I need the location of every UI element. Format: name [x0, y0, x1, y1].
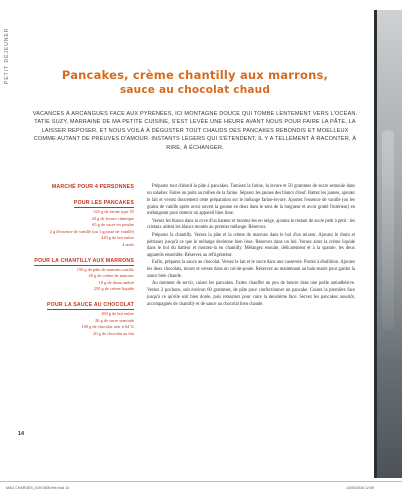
instruction-paragraph: Au moment de servir, cuisez les pancakes. Faites chauffer un peu de beurre dans une poêle antiadhésive. Versez 2 pochons, soit environ 60 grammes, de pâte pour confectionner un pancake. Cuisez la première face jusqu'à ce qu'elle soit bien dorée, puis retournez pour cuire la deuxième face. Servez les pancakes aussitôt, accompagnés de chantilly et de sauce au chocolat bien chaude.: [147, 281, 355, 307]
ingredients-section-title: POUR LES PANCAKES: [73, 200, 134, 206]
recipe-intro: VACANCES À ARCANGUES FACE AUX PYRÉNÉES, ICI MONTAGNE DOUCE QUI TOMBE LENTEMENT VERS L'OCÉAN. TATIE SUZY, MARRAINE DE MA PETITE CUISINE, S'EST LEVÉE UNE HEURE AVANT NOUS POUR FAIRE LA PÂTE, LA LAISSER REPOSER, ET NOUS VOILÀ À DÉGUSTER TOUT CHAUDS DES PANCAKES REBONDIS ET MOELLEUX COMME AUTANT DE PREUVES D'AMOUR. INSTANTS LÉGERS QUI S'ÉTENDENT, IL Y A TELLEMENT À RACONTER, À RIRE, À ÉCHANGER.: [32, 111, 358, 151]
recipe-title: [30, 68, 360, 97]
ingredient-item: 420 g de lait entier: [101, 235, 134, 241]
ingredient-item: 20 g de sucre semoule: [94, 317, 134, 323]
instruction-paragraph: Préparez tout d'abord la pâte à pancakes. Tamisez la farine, la levure et 50 grammes de sucre semoule dans un saladier. Faites un puits au milieu de la farine. Séparez les jaunes des blancs d'œuf. Battez les jaunes, ajoutez le lait et versez doucement cette préparation sur le mélange farine-levure. Ajoutez l'essence de vanille (ou les grains de vanille après avoir ouvert la gousse en deux dans le sens de la longueur et avoir gratté l'intérieur) en mélangeant pour obtenir un appareil bien lisse.: [147, 184, 355, 217]
ingredients-section-pancakes: [26, 191, 134, 249]
instruction-paragraph: Enfin, préparez la sauce au chocolat. Versez le lait et le sucre dans une casserole. Portez à ébullition. Ajoutez les deux chocolats, mixez et versez dans un cul-de-poule. Réservez au maintenant au bain-marie pour garder la sauce bien chaude.: [147, 260, 355, 280]
ingredient-item: 20 g de chocolat au lait: [93, 330, 134, 336]
ingredients-section-sauce: [26, 293, 134, 337]
instruction-paragraph: Versez les blancs dans la cuve d'un batteur et montez-les en neige, ajoutez le restant de sucre petit à petit : les cristaux aident les blancs montés au premier mélange. Réservez.: [147, 218, 355, 231]
recipe-title-line-2: sauce au chocolat chaud: [119, 84, 271, 96]
ingredients-heading: MARCHÉ POUR 4 PERSONNES: [51, 184, 134, 190]
recipe-title-line-1: Pancakes, crème chantilly aux marrons,: [61, 68, 329, 82]
ingredient-item: 65 g de sucre en poudre: [92, 222, 134, 228]
ingredient-item: 325 g de farine type 55: [93, 209, 134, 214]
ingredient-item: 150 g de pâte de marrons confits: [76, 266, 134, 272]
ingredient-item: 20 g de levure chimique: [91, 215, 134, 221]
ingredients-column: [26, 184, 134, 337]
ingredients-section-chantilly: [26, 249, 134, 293]
ingredient-item: 100 g de chocolat noir à 64 %: [81, 324, 134, 330]
photo-edge-strip: [374, 10, 402, 478]
print-slug-right: 13/05/2016 12:59: [346, 486, 374, 490]
ingredient-item: 40 g de crème de marrons: [88, 273, 134, 279]
print-crop-line: [0, 481, 402, 482]
ingredient-item: 4 œufs: [122, 241, 134, 247]
ingredient-item: 100 g de lait entier: [101, 310, 134, 316]
ingredient-item: 2 g d'essence de vanille (ou 1 gousse de vanille): [49, 228, 134, 234]
instructions-column: [147, 184, 355, 309]
ingredients-section-title: POUR LA CHANTILLY AUX MARRONS: [34, 257, 134, 264]
ingredient-item: 10 g de rhum ambré: [98, 279, 134, 285]
ingredients-section-title: POUR LA SAUCE AU CHOCOLAT: [47, 301, 134, 308]
ingredient-item: 250 g de crème liquide: [93, 286, 134, 292]
print-slug-left: MAG CHARGÉS_ICM 0505 ftxt indd 14: [6, 486, 70, 490]
instruction-paragraph: Préparez la chantilly. Versez la pâte et la crème de marrons dans le bol d'un mixeur. Ajoutez le rhum et pétrissez jusqu'à ce que le mélange devienne bien lisse. Réservez dans un bol. Versez alors la crème liquide dans le bol du batteur et montez-la en chantilly. Mélangez ensuite, délicatement et à la spatule, les deux appareils ensemble. Réservez au réfrigérateur.: [147, 232, 355, 259]
section-side-label: PETIT DÉJEUNER: [4, 27, 10, 85]
page-number: 14: [18, 431, 25, 437]
